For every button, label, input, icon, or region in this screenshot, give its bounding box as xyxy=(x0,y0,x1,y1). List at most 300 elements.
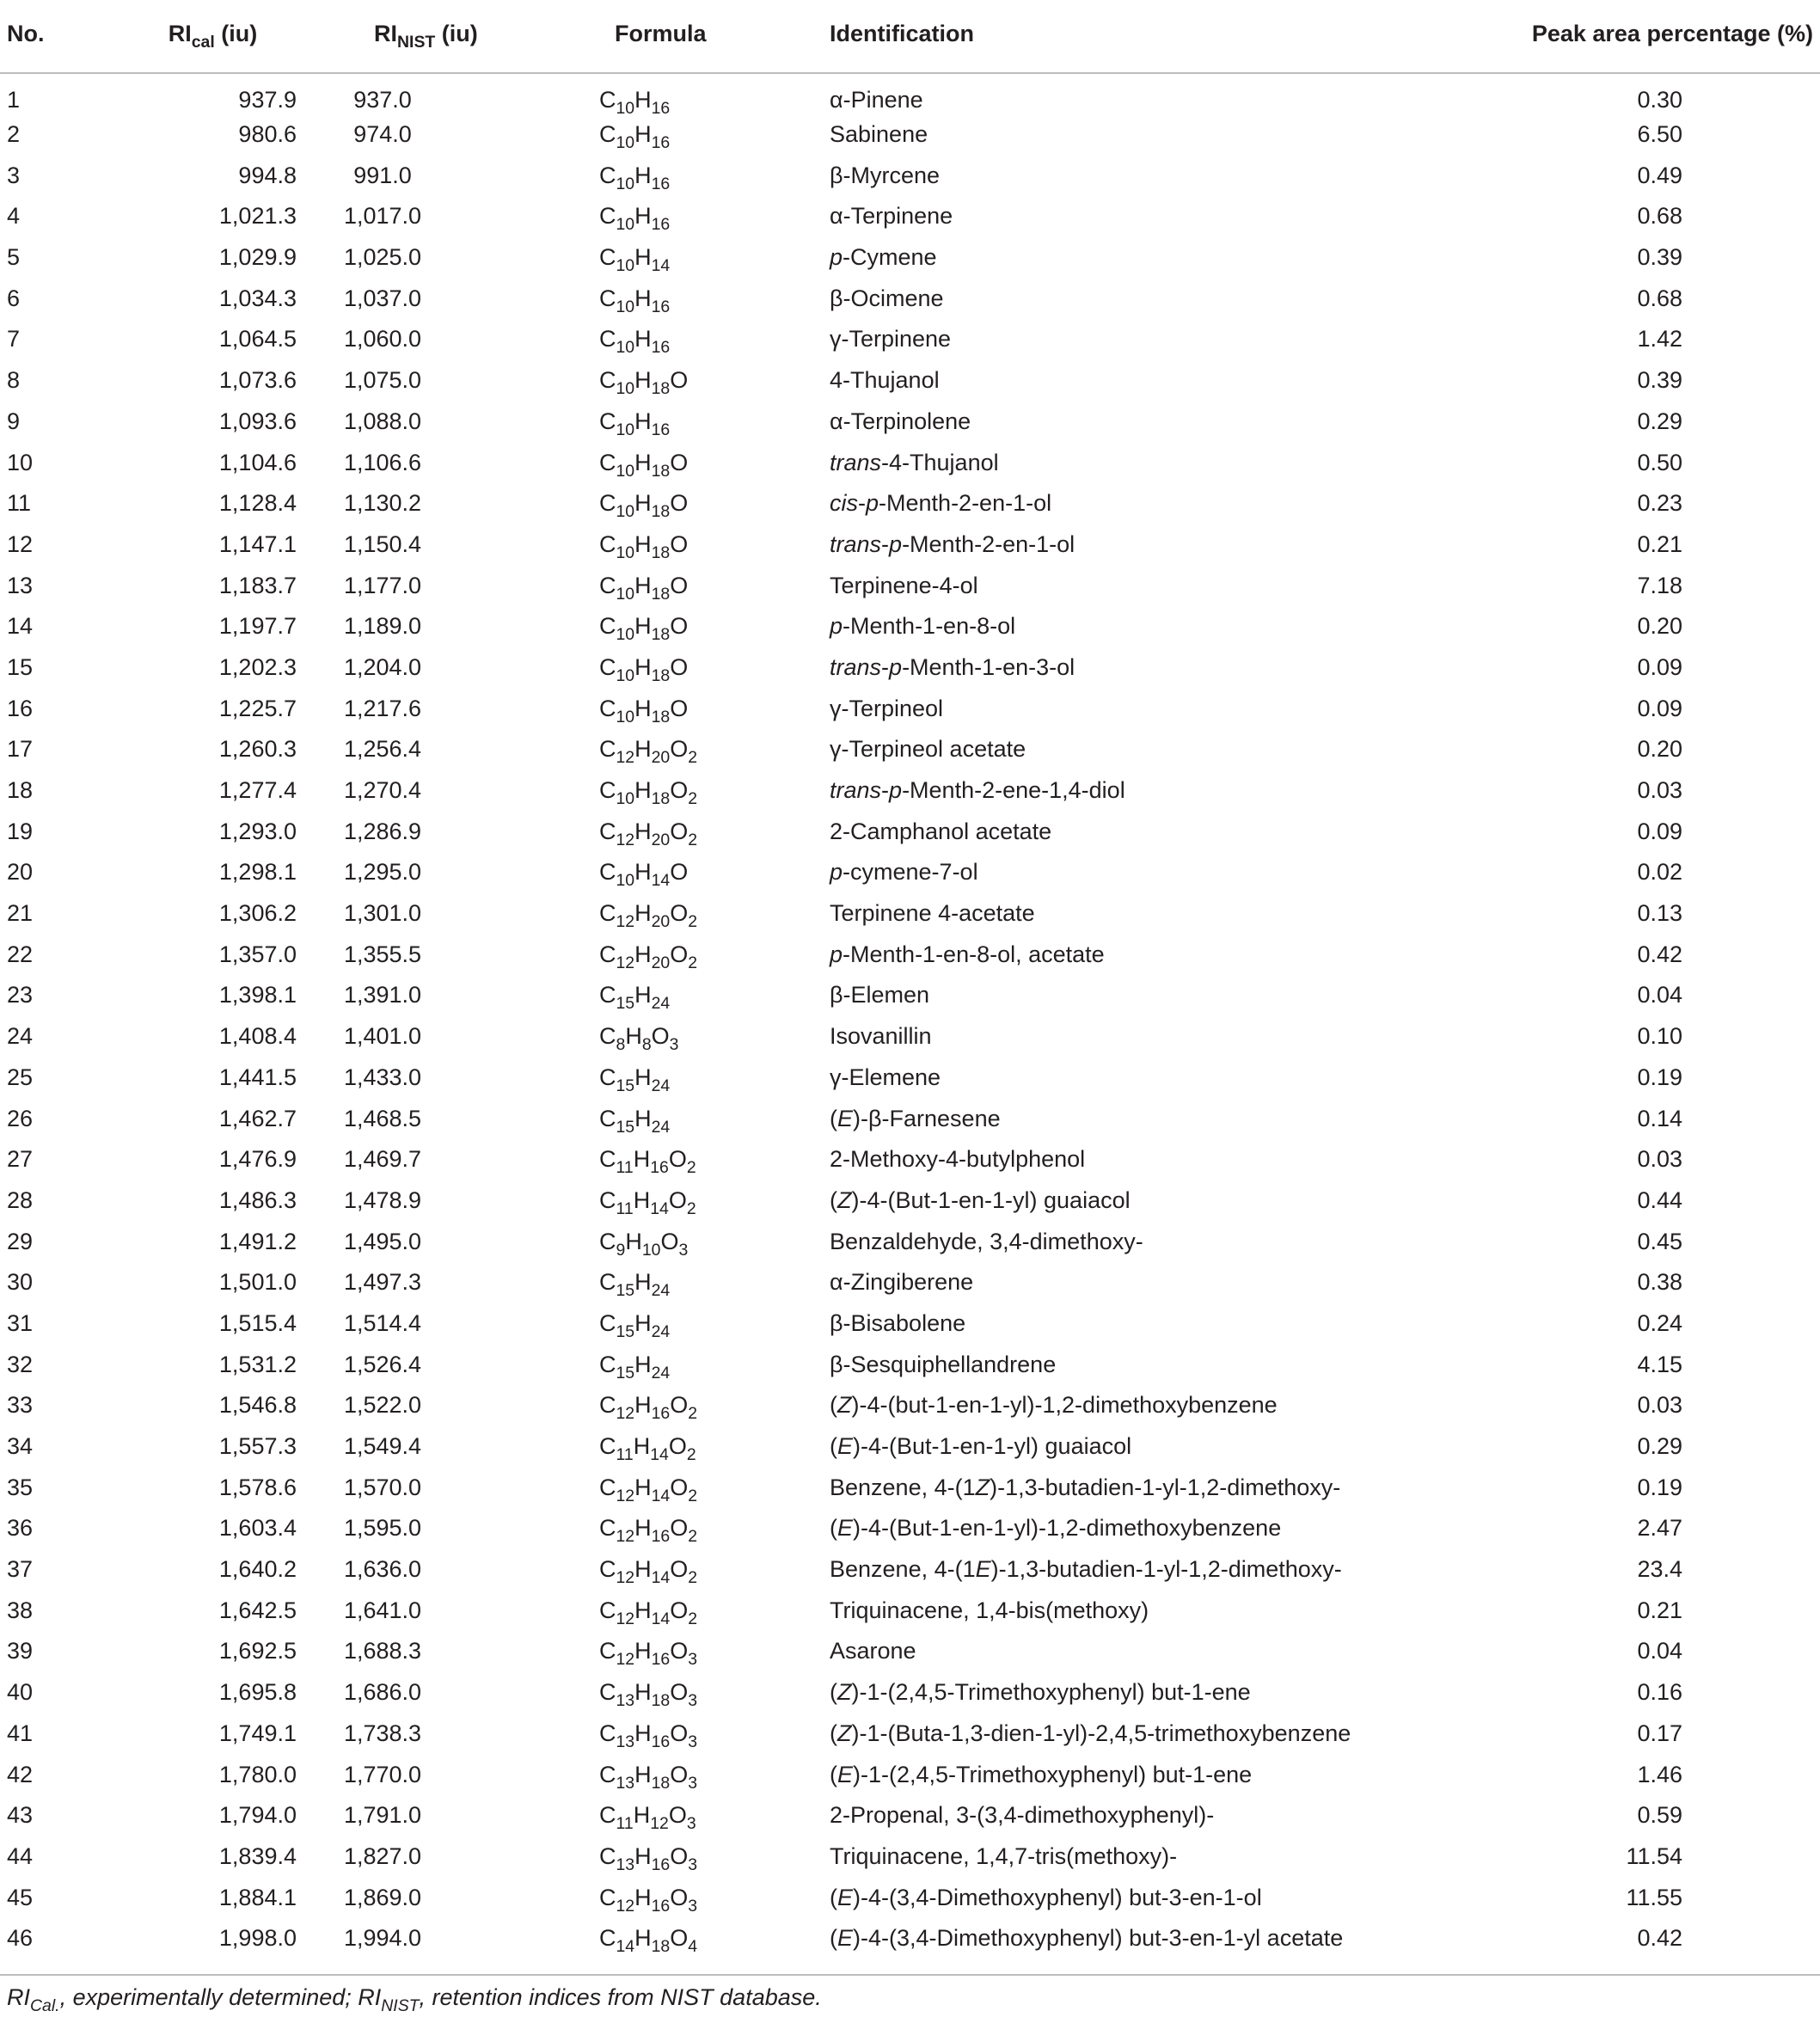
cell-ri-cal: 1,293.0 xyxy=(218,818,297,844)
table-row xyxy=(0,1180,1820,1222)
cell-peak-area: 0.42 xyxy=(1637,1925,1682,1952)
cell-ri-nist: 1,204.0 xyxy=(343,653,422,680)
cell-no: 28 xyxy=(7,1186,34,1213)
cell-peak-area: 0.49 xyxy=(1637,162,1682,188)
table-row xyxy=(0,1098,1820,1139)
cell-peak-area: 0.17 xyxy=(1637,1720,1682,1746)
table-row xyxy=(0,237,1820,279)
cell-ri-nist: 1,522.0 xyxy=(343,1392,422,1419)
cell-identification: α-Pinene xyxy=(830,86,923,113)
cell-no: 18 xyxy=(7,777,34,804)
table-row xyxy=(0,893,1820,935)
cell-ri-nist: 1,478.9 xyxy=(343,1186,422,1213)
cell-no: 31 xyxy=(7,1309,34,1336)
table-row xyxy=(0,1877,1820,1918)
cell-no: 10 xyxy=(7,449,34,475)
table-row xyxy=(0,1836,1820,1878)
cell-ri-cal: 980.6 xyxy=(238,121,297,148)
cell-ri-nist: 1,256.4 xyxy=(343,736,422,763)
table-row xyxy=(0,114,1820,156)
cell-identification: p-Menth-1-en-8-ol, acetate xyxy=(830,941,1105,967)
cell-no: 42 xyxy=(7,1761,34,1787)
cell-no: 30 xyxy=(7,1269,34,1296)
header-peak-area: Peak area percentage (%) xyxy=(1449,12,1820,73)
table-row xyxy=(0,278,1820,319)
cell-peak-area: 11.55 xyxy=(1626,1884,1682,1910)
table-row xyxy=(0,1426,1820,1468)
cell-no: 37 xyxy=(7,1556,34,1583)
cell-ri-cal: 1,357.0 xyxy=(218,941,297,967)
cell-ri-cal: 1,064.5 xyxy=(218,326,297,353)
cell-peak-area: 0.03 xyxy=(1637,1392,1682,1419)
cell-formula: $C_{11}H_{12}O_3$ xyxy=(599,1802,696,1834)
cell-identification: 4-Thujanol xyxy=(830,367,940,394)
cell-no: 9 xyxy=(7,408,21,434)
cell-peak-area: 0.21 xyxy=(1637,530,1682,557)
header-identification: Identification xyxy=(830,12,1449,73)
cell-no: 41 xyxy=(7,1720,34,1746)
cell-ri-nist: 1,270.4 xyxy=(343,777,422,804)
table-row xyxy=(0,319,1820,360)
cell-no: 38 xyxy=(7,1597,34,1623)
cell-no: 44 xyxy=(7,1842,34,1869)
cell-formula: $C_{15}H_{24}$ xyxy=(599,1105,671,1137)
cell-no: 25 xyxy=(7,1064,34,1090)
cell-ri-nist: 1,106.6 xyxy=(343,449,422,475)
table-row xyxy=(0,1385,1820,1426)
cell-identification: (E)-4-(But-1-en-1-yl)-1,2-dimethoxybenzene xyxy=(830,1515,1282,1542)
cell-identification: (Z)-1-(Buta-1,3-dien-1-yl)-2,4,5-trimethoxybenzene xyxy=(830,1720,1351,1746)
cell-ri-nist: 1,025.0 xyxy=(343,244,422,271)
table-row xyxy=(0,1058,1820,1099)
cell-no: 5 xyxy=(7,244,21,271)
cell-peak-area: 0.19 xyxy=(1637,1064,1682,1090)
cell-no: 7 xyxy=(7,326,21,353)
cell-identification: p-cymene-7-ol xyxy=(830,859,978,886)
cell-ri-cal: 1,695.8 xyxy=(218,1679,297,1706)
cell-ri-nist: 1,295.0 xyxy=(343,859,422,886)
cell-formula: $C_{10}H_{18}O$ xyxy=(599,367,689,398)
cell-formula: $C_{15}H_{24}$ xyxy=(599,1064,671,1095)
cell-no: 34 xyxy=(7,1433,34,1460)
cell-formula: $C_{10}H_{16}$ xyxy=(599,326,671,358)
cell-no: 13 xyxy=(7,572,34,598)
cell-ri-nist: 1,468.5 xyxy=(343,1105,422,1131)
cell-no: 35 xyxy=(7,1474,34,1500)
cell-ri-nist: 1,150.4 xyxy=(343,530,422,557)
cell-no: 19 xyxy=(7,818,34,844)
table-row xyxy=(0,934,1820,975)
cell-formula: $C_{12}H_{20}O_2$ xyxy=(599,900,698,931)
cell-ri-cal: 1,462.7 xyxy=(218,1105,297,1131)
table-row xyxy=(0,606,1820,647)
cell-identification: 2-Methoxy-4-butylphenol xyxy=(830,1146,1086,1173)
cell-no: 20 xyxy=(7,859,34,886)
cell-ri-cal: 1,104.6 xyxy=(218,449,297,475)
cell-ri-nist: 1,526.4 xyxy=(343,1351,422,1377)
cell-ri-cal: 1,073.6 xyxy=(218,367,297,394)
cell-peak-area: 0.68 xyxy=(1637,203,1682,230)
cell-ri-cal: 1,093.6 xyxy=(218,408,297,434)
cell-ri-nist: 1,497.3 xyxy=(343,1269,422,1296)
cell-peak-area: 4.15 xyxy=(1637,1351,1682,1377)
cell-ri-cal: 1,260.3 xyxy=(218,736,297,763)
cell-peak-area: 0.09 xyxy=(1637,695,1682,721)
cell-formula: $C_{10}H_{18}O$ xyxy=(599,530,689,562)
table-row xyxy=(0,565,1820,606)
cell-identification: Terpinene 4-acetate xyxy=(830,900,1035,927)
cell-ri-nist: 991.0 xyxy=(353,162,412,188)
cell-ri-cal: 1,780.0 xyxy=(218,1761,297,1787)
cell-no: 16 xyxy=(7,695,34,721)
cell-formula: $C_{10}H_{16}$ xyxy=(599,408,671,439)
cell-no: 21 xyxy=(7,900,34,927)
cell-ri-cal: 1,298.1 xyxy=(218,859,297,886)
cell-identification: Benzene, 4-(1Z)-1,3-butadien-1-yl-1,2-dimethoxy- xyxy=(830,1474,1341,1500)
table-row xyxy=(0,402,1820,443)
cell-ri-cal: 1,183.7 xyxy=(218,572,297,598)
cell-identification: Triquinacene, 1,4-bis(methoxy) xyxy=(830,1597,1149,1623)
cell-peak-area: 0.38 xyxy=(1637,1269,1682,1296)
cell-formula: $C_{10}H_{18}O$ xyxy=(599,695,689,726)
cell-identification: (E)-4-(But-1-en-1-yl) guaiacol xyxy=(830,1433,1132,1460)
table-row xyxy=(0,1549,1820,1591)
cell-formula: $C_8H_8O_3$ xyxy=(599,1023,679,1054)
cell-identification: Asarone xyxy=(830,1638,916,1664)
cell-no: 40 xyxy=(7,1679,34,1706)
cell-identification: 2-Camphanol acetate xyxy=(830,818,1052,844)
cell-formula: $C_{10}H_{14}O$ xyxy=(599,859,689,891)
cell-formula: $C_{12}H_{16}O_2$ xyxy=(599,1515,698,1547)
cell-ri-nist: 1,355.5 xyxy=(343,941,422,967)
cell-ri-cal: 1,277.4 xyxy=(218,777,297,804)
compound-table xyxy=(0,12,1820,1959)
table-footnote: $RI_{Cal.}$, experimentally determined; $RI_{NIST}$, retention indices from NIST database. xyxy=(7,1984,822,2015)
cell-ri-cal: 1,692.5 xyxy=(218,1638,297,1664)
cell-ri-nist: 1,869.0 xyxy=(343,1884,422,1910)
table-row xyxy=(0,729,1820,770)
cell-peak-area: 0.03 xyxy=(1637,777,1682,804)
cell-no: 27 xyxy=(7,1146,34,1173)
cell-ri-nist: 1,189.0 xyxy=(343,613,422,640)
cell-peak-area: 0.14 xyxy=(1637,1105,1682,1131)
cell-ri-nist: 1,130.2 xyxy=(343,490,422,517)
table-row xyxy=(0,360,1820,402)
cell-peak-area: 0.42 xyxy=(1637,941,1682,967)
cell-no: 8 xyxy=(7,367,21,394)
cell-ri-nist: 1,433.0 xyxy=(343,1064,422,1090)
cell-ri-nist: 1,770.0 xyxy=(343,1761,422,1787)
table-row xyxy=(0,196,1820,237)
header-ri-cal: $RI_{cal}$ (iu) xyxy=(129,12,297,73)
cell-peak-area: 0.03 xyxy=(1637,1146,1682,1173)
cell-ri-cal: 1,491.2 xyxy=(218,1228,297,1254)
cell-ri-nist: 1,827.0 xyxy=(343,1842,422,1869)
cell-no: 6 xyxy=(7,285,21,311)
cell-ri-cal: 1,642.5 xyxy=(218,1597,297,1623)
cell-ri-cal: 1,486.3 xyxy=(218,1186,297,1213)
cell-formula: $C_{15}H_{24}$ xyxy=(599,982,671,1014)
cell-no: 12 xyxy=(7,530,34,557)
cell-ri-cal: 1,603.4 xyxy=(218,1515,297,1542)
cell-peak-area: 0.19 xyxy=(1637,1474,1682,1500)
cell-identification: (E)-4-(3,4-Dimethoxyphenyl) but-3-en-1-yl acetate xyxy=(830,1925,1344,1952)
cell-peak-area: 0.09 xyxy=(1637,818,1682,844)
cell-no: 24 xyxy=(7,1023,34,1050)
cell-no: 11 xyxy=(7,490,32,517)
cell-ri-cal: 1,546.8 xyxy=(218,1392,297,1419)
cell-ri-cal: 1,021.3 xyxy=(218,203,297,230)
cell-formula: $C_{11}H_{14}O_2$ xyxy=(599,1433,696,1464)
cell-ri-nist: 1,286.9 xyxy=(343,818,422,844)
cell-no: 36 xyxy=(7,1515,34,1542)
table-row xyxy=(0,524,1820,566)
cell-peak-area: 0.20 xyxy=(1637,736,1682,763)
cell-ri-cal: 1,441.5 xyxy=(218,1064,297,1090)
cell-peak-area: 7.18 xyxy=(1637,572,1682,598)
cell-formula: $C_{10}H_{14}$ xyxy=(599,244,671,275)
cell-formula: $C_{10}H_{18}O$ xyxy=(599,613,689,645)
table-row xyxy=(0,1221,1820,1262)
cell-identification: γ-Terpineol xyxy=(830,695,944,721)
table-row xyxy=(0,73,1820,114)
table-row xyxy=(0,155,1820,196)
cell-peak-area: 6.50 xyxy=(1637,121,1682,148)
cell-no: 46 xyxy=(7,1925,34,1952)
cell-no: 3 xyxy=(7,162,21,188)
cell-identification: γ-Terpineol acetate xyxy=(830,736,1026,763)
cell-identification: (Z)-1-(2,4,5-Trimethoxyphenyl) but-1-ene xyxy=(830,1679,1251,1706)
cell-peak-area: 0.21 xyxy=(1637,1597,1682,1623)
cell-no: 22 xyxy=(7,941,34,967)
cell-ri-cal: 1,128.4 xyxy=(218,490,297,517)
cell-peak-area: 2.47 xyxy=(1637,1515,1682,1542)
cell-ri-cal: 1,531.2 xyxy=(218,1351,297,1377)
cell-ri-nist: 1,738.3 xyxy=(343,1720,422,1746)
cell-formula: $C_{11}H_{14}O_2$ xyxy=(599,1186,696,1218)
table-row xyxy=(0,1754,1820,1795)
cell-identification: (Z)-4-(but-1-en-1-yl)-1,2-dimethoxybenzene xyxy=(830,1392,1278,1419)
cell-ri-nist: 1,636.0 xyxy=(343,1556,422,1583)
cell-formula: $C_{12}H_{16}O_3$ xyxy=(599,1884,698,1916)
cell-peak-area: 0.44 xyxy=(1637,1186,1682,1213)
cell-formula: $C_{14}H_{18}O_4$ xyxy=(599,1925,698,1957)
cell-formula: $C_{10}H_{18}O$ xyxy=(599,449,689,481)
cell-no: 45 xyxy=(7,1884,34,1910)
cell-ri-cal: 1,515.4 xyxy=(218,1309,297,1336)
cell-ri-cal: 1,884.1 xyxy=(218,1884,297,1910)
table-row xyxy=(0,852,1820,893)
cell-ri-cal: 1,557.3 xyxy=(218,1433,297,1460)
table-row xyxy=(0,1918,1820,1959)
cell-ri-nist: 1,549.4 xyxy=(343,1433,422,1460)
cell-formula: $C_{12}H_{14}O_2$ xyxy=(599,1474,698,1505)
cell-formula: $C_{12}H_{16}O_2$ xyxy=(599,1392,698,1424)
cell-ri-nist: 1,060.0 xyxy=(343,326,422,353)
cell-ri-cal: 1,202.3 xyxy=(218,653,297,680)
cell-peak-area: 0.16 xyxy=(1637,1679,1682,1706)
cell-ri-cal: 1,034.3 xyxy=(218,285,297,311)
table-header xyxy=(0,12,1820,73)
table-row xyxy=(0,1467,1820,1508)
cell-identification: 2-Propenal, 3-(3,4-dimethoxyphenyl)- xyxy=(830,1802,1215,1829)
cell-ri-nist: 1,595.0 xyxy=(343,1515,422,1542)
cell-ri-cal: 1,998.0 xyxy=(218,1925,297,1952)
cell-no: 15 xyxy=(7,653,34,680)
cell-peak-area: 0.45 xyxy=(1637,1228,1682,1254)
cell-identification: Isovanillin xyxy=(830,1023,932,1050)
cell-peak-area: 0.23 xyxy=(1637,490,1682,517)
cell-ri-nist: 1,791.0 xyxy=(343,1802,422,1829)
table-row xyxy=(0,1672,1820,1714)
cell-ri-nist: 1,037.0 xyxy=(343,285,422,311)
cell-ri-nist: 1,514.4 xyxy=(343,1309,422,1336)
cell-identification: Sabinene xyxy=(830,121,928,148)
cell-identification: γ-Terpinene xyxy=(830,326,952,353)
cell-ri-nist: 1,017.0 xyxy=(343,203,422,230)
cell-ri-cal: 1,839.4 xyxy=(218,1842,297,1869)
cell-no: 1 xyxy=(7,86,21,113)
table-row xyxy=(0,1016,1820,1058)
cell-peak-area: 0.24 xyxy=(1637,1309,1682,1336)
cell-formula: $C_{12}H_{20}O_2$ xyxy=(599,818,698,849)
cell-identification: (E)-β-Farnesene xyxy=(830,1105,1001,1131)
cell-ri-nist: 1,686.0 xyxy=(343,1679,422,1706)
cell-ri-cal: 1,225.7 xyxy=(218,695,297,721)
footer-divider xyxy=(0,1974,1820,1976)
cell-identification: α-Terpinene xyxy=(830,203,953,230)
cell-no: 33 xyxy=(7,1392,34,1419)
cell-formula: $C_{15}H_{24}$ xyxy=(599,1351,671,1382)
cell-ri-cal: 1,398.1 xyxy=(218,982,297,1008)
cell-ri-nist: 1,177.0 xyxy=(343,572,422,598)
table-row xyxy=(0,770,1820,812)
cell-peak-area: 0.20 xyxy=(1637,613,1682,640)
cell-no: 29 xyxy=(7,1228,34,1254)
table-row xyxy=(0,647,1820,689)
cell-identification: p-Cymene xyxy=(830,244,937,271)
cell-identification: β-Myrcene xyxy=(830,162,941,188)
cell-identification: (E)-4-(3,4-Dimethoxyphenyl) but-3-en-1-ol xyxy=(830,1884,1262,1910)
cell-peak-area: 0.04 xyxy=(1637,982,1682,1008)
cell-ri-nist: 1,469.7 xyxy=(343,1146,422,1173)
cell-no: 39 xyxy=(7,1638,34,1664)
cell-ri-nist: 1,088.0 xyxy=(343,408,422,434)
cell-ri-cal: 1,794.0 xyxy=(218,1802,297,1829)
cell-ri-cal: 937.9 xyxy=(238,86,297,113)
cell-ri-nist: 1,301.0 xyxy=(343,900,422,927)
table-row xyxy=(0,1303,1820,1345)
cell-formula: $C_{12}H_{16}O_3$ xyxy=(599,1638,698,1670)
table-row xyxy=(0,1714,1820,1755)
cell-formula: $C_{10}H_{18}O_2$ xyxy=(599,777,698,808)
cell-formula: $C_{10}H_{16}$ xyxy=(599,121,671,152)
cell-ri-cal: 1,640.2 xyxy=(218,1556,297,1583)
table-row xyxy=(0,1344,1820,1385)
cell-formula: $C_{10}H_{18}O$ xyxy=(599,653,689,685)
cell-identification: β-Sesquiphellandrene xyxy=(830,1351,1057,1377)
cell-ri-cal: 1,578.6 xyxy=(218,1474,297,1500)
cell-peak-area: 0.02 xyxy=(1637,859,1682,886)
cell-ri-nist: 1,570.0 xyxy=(343,1474,422,1500)
cell-formula: $C_{10}H_{16}$ xyxy=(599,203,671,235)
table-row xyxy=(0,811,1820,852)
cell-formula: $C_{11}H_{16}O_2$ xyxy=(599,1146,696,1178)
cell-peak-area: 0.04 xyxy=(1637,1638,1682,1664)
cell-identification: γ-Elemene xyxy=(830,1064,941,1090)
cell-peak-area: 23.4 xyxy=(1637,1556,1682,1583)
cell-peak-area: 0.29 xyxy=(1637,1433,1682,1460)
cell-identification: Benzaldehyde, 3,4-dimethoxy- xyxy=(830,1228,1143,1254)
cell-formula: $C_{12}H_{14}O_2$ xyxy=(599,1597,698,1628)
cell-no: 14 xyxy=(7,613,34,640)
cell-ri-nist: 1,641.0 xyxy=(343,1597,422,1623)
cell-peak-area: 11.54 xyxy=(1626,1842,1682,1869)
cell-no: 43 xyxy=(7,1802,34,1829)
table-row xyxy=(0,1631,1820,1672)
cell-ri-nist: 1,994.0 xyxy=(343,1925,422,1952)
cell-formula: $C_{10}H_{16}$ xyxy=(599,285,671,316)
cell-formula: $C_9H_{10}O_3$ xyxy=(599,1228,689,1260)
cell-peak-area: 0.29 xyxy=(1637,408,1682,434)
cell-formula: $C_{15}H_{24}$ xyxy=(599,1309,671,1341)
table-row xyxy=(0,442,1820,483)
cell-formula: $C_{12}H_{20}O_2$ xyxy=(599,941,698,972)
cell-ri-nist: 974.0 xyxy=(353,121,412,148)
cell-no: 26 xyxy=(7,1105,34,1131)
cell-ri-cal: 1,029.9 xyxy=(218,244,297,271)
cell-no: 32 xyxy=(7,1351,34,1377)
table-row xyxy=(0,688,1820,729)
cell-ri-nist: 937.0 xyxy=(353,86,412,113)
cell-identification: cis-p-Menth-2-en-1-ol xyxy=(830,490,1052,517)
cell-ri-nist: 1,391.0 xyxy=(343,982,422,1008)
header-ri-nist: $RI_{NIST}$ (iu) xyxy=(297,12,546,73)
cell-formula: $C_{12}H_{14}O_2$ xyxy=(599,1556,698,1587)
cell-identification: (Z)-4-(But-1-en-1-yl) guaiacol xyxy=(830,1186,1131,1213)
table-row xyxy=(0,1262,1820,1303)
cell-peak-area: 0.39 xyxy=(1637,367,1682,394)
cell-identification: β-Elemen xyxy=(830,982,930,1008)
cell-formula: $C_{13}H_{16}O_3$ xyxy=(599,1720,698,1751)
cell-identification: p-Menth-1-en-8-ol xyxy=(830,613,1016,640)
cell-peak-area: 1.42 xyxy=(1637,326,1682,353)
cell-formula: $C_{13}H_{18}O_3$ xyxy=(599,1761,698,1793)
cell-ri-cal: 994.8 xyxy=(238,162,297,188)
cell-formula: $C_{10}H_{16}$ xyxy=(599,162,671,193)
table-row xyxy=(0,1508,1820,1549)
cell-identification: Triquinacene, 1,4,7-tris(methoxy)- xyxy=(830,1842,1178,1869)
cell-ri-cal: 1,147.1 xyxy=(218,530,297,557)
cell-identification: trans-4-Thujanol xyxy=(830,449,999,475)
cell-peak-area: 1.46 xyxy=(1637,1761,1682,1787)
header-formula: Formula xyxy=(546,12,830,73)
cell-identification: trans-p-Menth-1-en-3-ol xyxy=(830,653,1075,680)
cell-identification: β-Ocimene xyxy=(830,285,944,311)
cell-identification: α-Zingiberene xyxy=(830,1269,974,1296)
cell-no: 2 xyxy=(7,121,21,148)
cell-ri-cal: 1,306.2 xyxy=(218,900,297,927)
table-row xyxy=(0,1795,1820,1836)
cell-peak-area: 0.39 xyxy=(1637,244,1682,271)
cell-ri-cal: 1,476.9 xyxy=(218,1146,297,1173)
cell-identification: (E)-1-(2,4,5-Trimethoxyphenyl) but-1-ene xyxy=(830,1761,1253,1787)
cell-identification: β-Bisabolene xyxy=(830,1309,966,1336)
table-row xyxy=(0,1139,1820,1180)
table-row xyxy=(0,1590,1820,1631)
cell-ri-nist: 1,075.0 xyxy=(343,367,422,394)
cell-formula: $C_{13}H_{18}O_3$ xyxy=(599,1679,698,1710)
